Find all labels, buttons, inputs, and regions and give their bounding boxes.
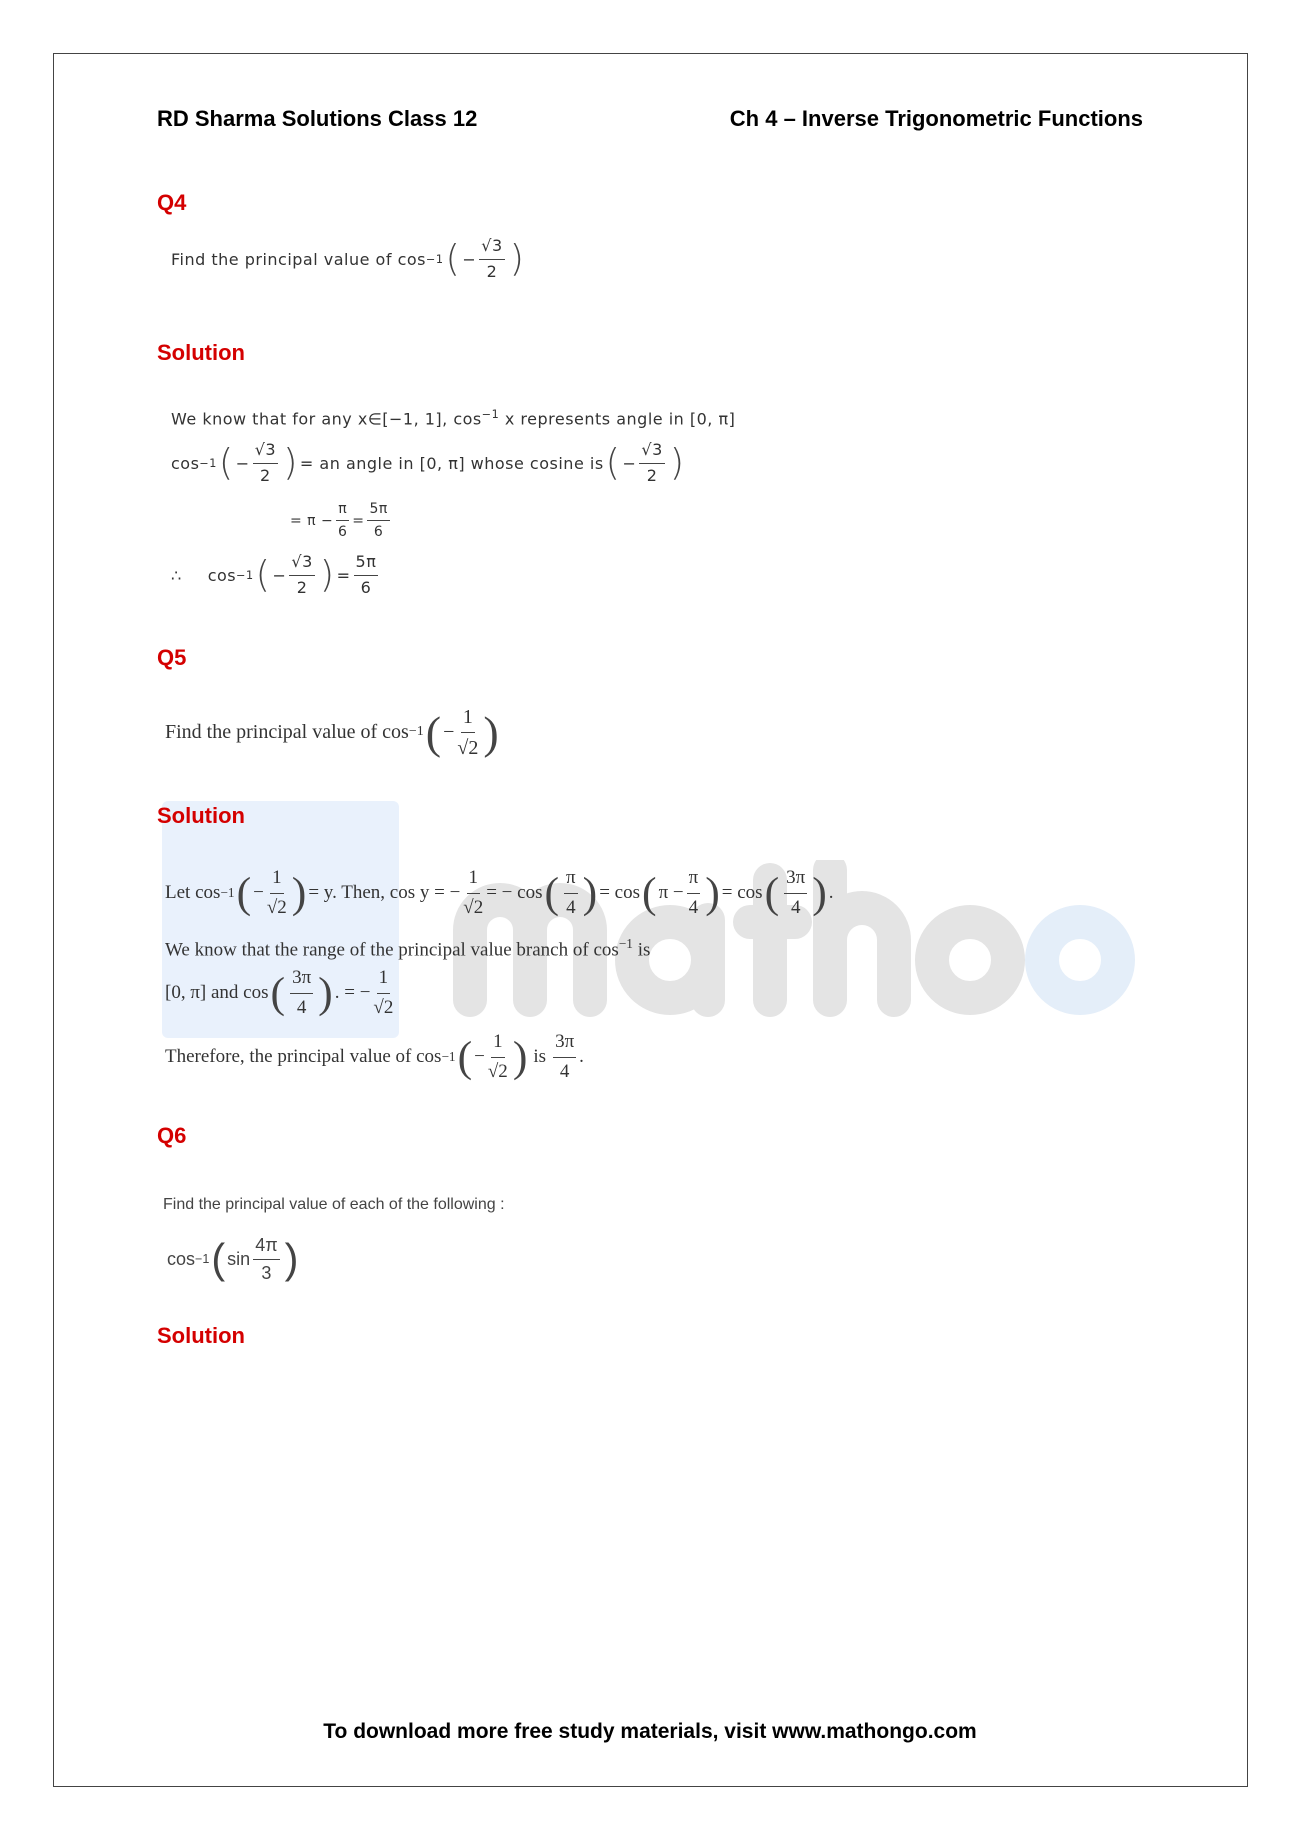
text: is bbox=[533, 1046, 547, 1068]
den: √2 bbox=[457, 737, 479, 759]
text: = bbox=[352, 512, 365, 529]
text: Find the principal value of cos bbox=[171, 249, 426, 269]
sup: −1 bbox=[199, 456, 217, 470]
den: 6 bbox=[338, 524, 348, 541]
fraction bbox=[639, 440, 664, 487]
text: . = − bbox=[334, 982, 371, 1004]
num: 1 bbox=[270, 866, 284, 894]
text: x represents angle in [0, π] bbox=[499, 409, 736, 429]
q6-expression: cos −1 ( sin $\frac{4\pi}{3}$ ) bbox=[167, 1234, 300, 1286]
text: cos bbox=[207, 565, 237, 585]
den: 3 bbox=[261, 1263, 272, 1284]
num: 4π bbox=[253, 1234, 279, 1260]
sup: −1 bbox=[481, 408, 500, 421]
den: 2 bbox=[260, 465, 271, 485]
text: = cos bbox=[721, 882, 763, 904]
fraction bbox=[367, 500, 389, 541]
den: 4 bbox=[566, 896, 576, 918]
num: 1 bbox=[467, 866, 481, 894]
fraction bbox=[687, 866, 701, 920]
header-chapter: Ch 4 – Inverse Trigonometric Functions bbox=[729, 106, 1143, 131]
den: 4 bbox=[296, 996, 307, 1018]
den: 2 bbox=[296, 577, 308, 597]
q5-question: Find the principal value of cos −1 ( − $\frac{1}{√2}$ ) bbox=[165, 706, 499, 759]
fraction bbox=[463, 866, 483, 920]
q4-label: Q4 bbox=[157, 190, 187, 215]
text: − bbox=[272, 565, 287, 585]
den: √2 bbox=[463, 896, 484, 918]
sup: −1 bbox=[220, 885, 235, 901]
text: − bbox=[462, 249, 477, 269]
text: cos bbox=[167, 1249, 196, 1270]
text: . bbox=[828, 882, 834, 904]
num: 1 bbox=[491, 1030, 505, 1058]
den: 6 bbox=[360, 577, 372, 597]
text: We know that the range of the principal value branch of cos bbox=[165, 939, 619, 961]
q5-label: Q5 bbox=[157, 645, 187, 670]
header-title: RD Sharma Solutions Class 12 bbox=[157, 106, 478, 131]
text: = an angle in [0, π] whose cosine is bbox=[299, 453, 604, 473]
fraction bbox=[354, 552, 379, 599]
den: 4 bbox=[559, 1060, 570, 1082]
q4-sol-line3 bbox=[290, 500, 393, 541]
q6-label: Q6 bbox=[157, 1123, 187, 1148]
num: √3 bbox=[289, 552, 314, 576]
fraction bbox=[253, 1234, 279, 1286]
q5-solution-label: Solution bbox=[157, 803, 245, 828]
sup: −1 bbox=[195, 1252, 210, 1267]
fraction bbox=[267, 866, 287, 920]
text: π − bbox=[658, 882, 684, 904]
q5-sol-line2 bbox=[165, 936, 650, 961]
text: sin bbox=[227, 1249, 251, 1270]
num: 3π bbox=[290, 966, 313, 994]
text: = − cos bbox=[486, 882, 543, 904]
num: √3 bbox=[639, 440, 664, 464]
sup: −1 bbox=[408, 724, 424, 740]
fraction bbox=[553, 1030, 576, 1084]
num: 3π bbox=[784, 866, 807, 894]
q4-sol-line1 bbox=[171, 408, 735, 428]
text: We know that for any x∈[−1, 1], cos bbox=[171, 409, 482, 429]
sup: −1 bbox=[425, 252, 444, 266]
text: − bbox=[622, 453, 637, 473]
den: √2 bbox=[487, 1060, 508, 1082]
num: 5π bbox=[354, 552, 379, 576]
num: π bbox=[687, 866, 701, 894]
den: √2 bbox=[266, 896, 287, 918]
q5-sol-line4: Therefore, the principal value of cos −1 ( − $\frac{1}{√2}$ ) is $\frac{3\pi}{4}$ . bbox=[165, 1030, 584, 1084]
text: cos bbox=[171, 453, 200, 473]
den: 4 bbox=[790, 896, 801, 918]
text: = bbox=[336, 565, 351, 585]
num: 1 bbox=[461, 704, 475, 733]
text: − bbox=[235, 453, 250, 473]
sup: −1 bbox=[236, 568, 254, 582]
fraction bbox=[253, 440, 278, 487]
sup: −1 bbox=[441, 1049, 456, 1065]
fraction bbox=[488, 1030, 508, 1084]
den: 2 bbox=[486, 261, 498, 281]
num: π bbox=[564, 866, 578, 894]
fraction bbox=[457, 704, 478, 761]
text: = cos bbox=[599, 882, 640, 904]
num: π bbox=[336, 500, 349, 521]
text: Let cos bbox=[165, 882, 221, 904]
footer-download-note: To download more free study materials, visit www.mathongo.com bbox=[323, 1720, 977, 1743]
fraction bbox=[290, 966, 313, 1020]
fraction bbox=[784, 866, 807, 920]
fraction bbox=[479, 236, 504, 283]
den: √2 bbox=[373, 996, 394, 1018]
num: 5π bbox=[367, 500, 389, 521]
q4-sol-line4: ∴ cos −1 ( − $\frac{√3}{2}$ ) = $\frac{5\pi}{6}$ bbox=[171, 552, 377, 597]
text: = π − bbox=[290, 512, 334, 529]
num: 1 bbox=[377, 966, 391, 994]
num: √3 bbox=[479, 236, 504, 260]
q4-sol-line2: cos −1 ( − $\frac{√3}{2}$ ) = an angle in [0, π] whose cosine is ( − $\frac{√3}{2}$ ) bbox=[171, 440, 685, 485]
q4-question: Find the principal value of cos −1 ( − $\frac{√3}{2}$ ) bbox=[171, 236, 525, 281]
q6-question: Find the principal value of each of the following : bbox=[163, 1196, 505, 1213]
text: = y. Then, cos y = − bbox=[308, 882, 461, 904]
q6-solution-label: Solution bbox=[157, 1323, 245, 1348]
text: Find the principal value of cos bbox=[165, 721, 409, 743]
text: [0, π] and cos bbox=[165, 982, 269, 1004]
fraction bbox=[289, 552, 314, 599]
q5-sol-line3: [0, π] and cos ( $\frac{3\pi}{4}$ ) . = − $\frac{1}{√2}$ bbox=[165, 966, 396, 1020]
den: 4 bbox=[688, 896, 699, 918]
q5-sol-line1: Let cos −1 ( − $\frac{1}{√2}$ ) = y. Then, cos y = − $\frac{1}{√2}$ = − cos ( $\frac{\pi}{4}$ ) = cos ( π − $\frac{\pi}{4}$ ) = cos ( $\frac{3\pi}{4}$ ) . bbox=[165, 866, 834, 920]
text: Therefore, the principal value of cos bbox=[165, 1046, 442, 1068]
q4-solution-label: Solution bbox=[157, 340, 245, 365]
fraction bbox=[336, 500, 349, 541]
den: 2 bbox=[646, 465, 658, 485]
sup: −1 bbox=[618, 936, 633, 951]
text: . bbox=[579, 1046, 584, 1068]
num: √3 bbox=[253, 440, 278, 464]
text: is bbox=[632, 939, 651, 961]
fraction bbox=[564, 866, 578, 920]
num: 3π bbox=[553, 1030, 576, 1058]
den: 6 bbox=[373, 524, 384, 541]
therefore-symbol: ∴ bbox=[171, 565, 182, 585]
fraction bbox=[373, 966, 393, 1020]
